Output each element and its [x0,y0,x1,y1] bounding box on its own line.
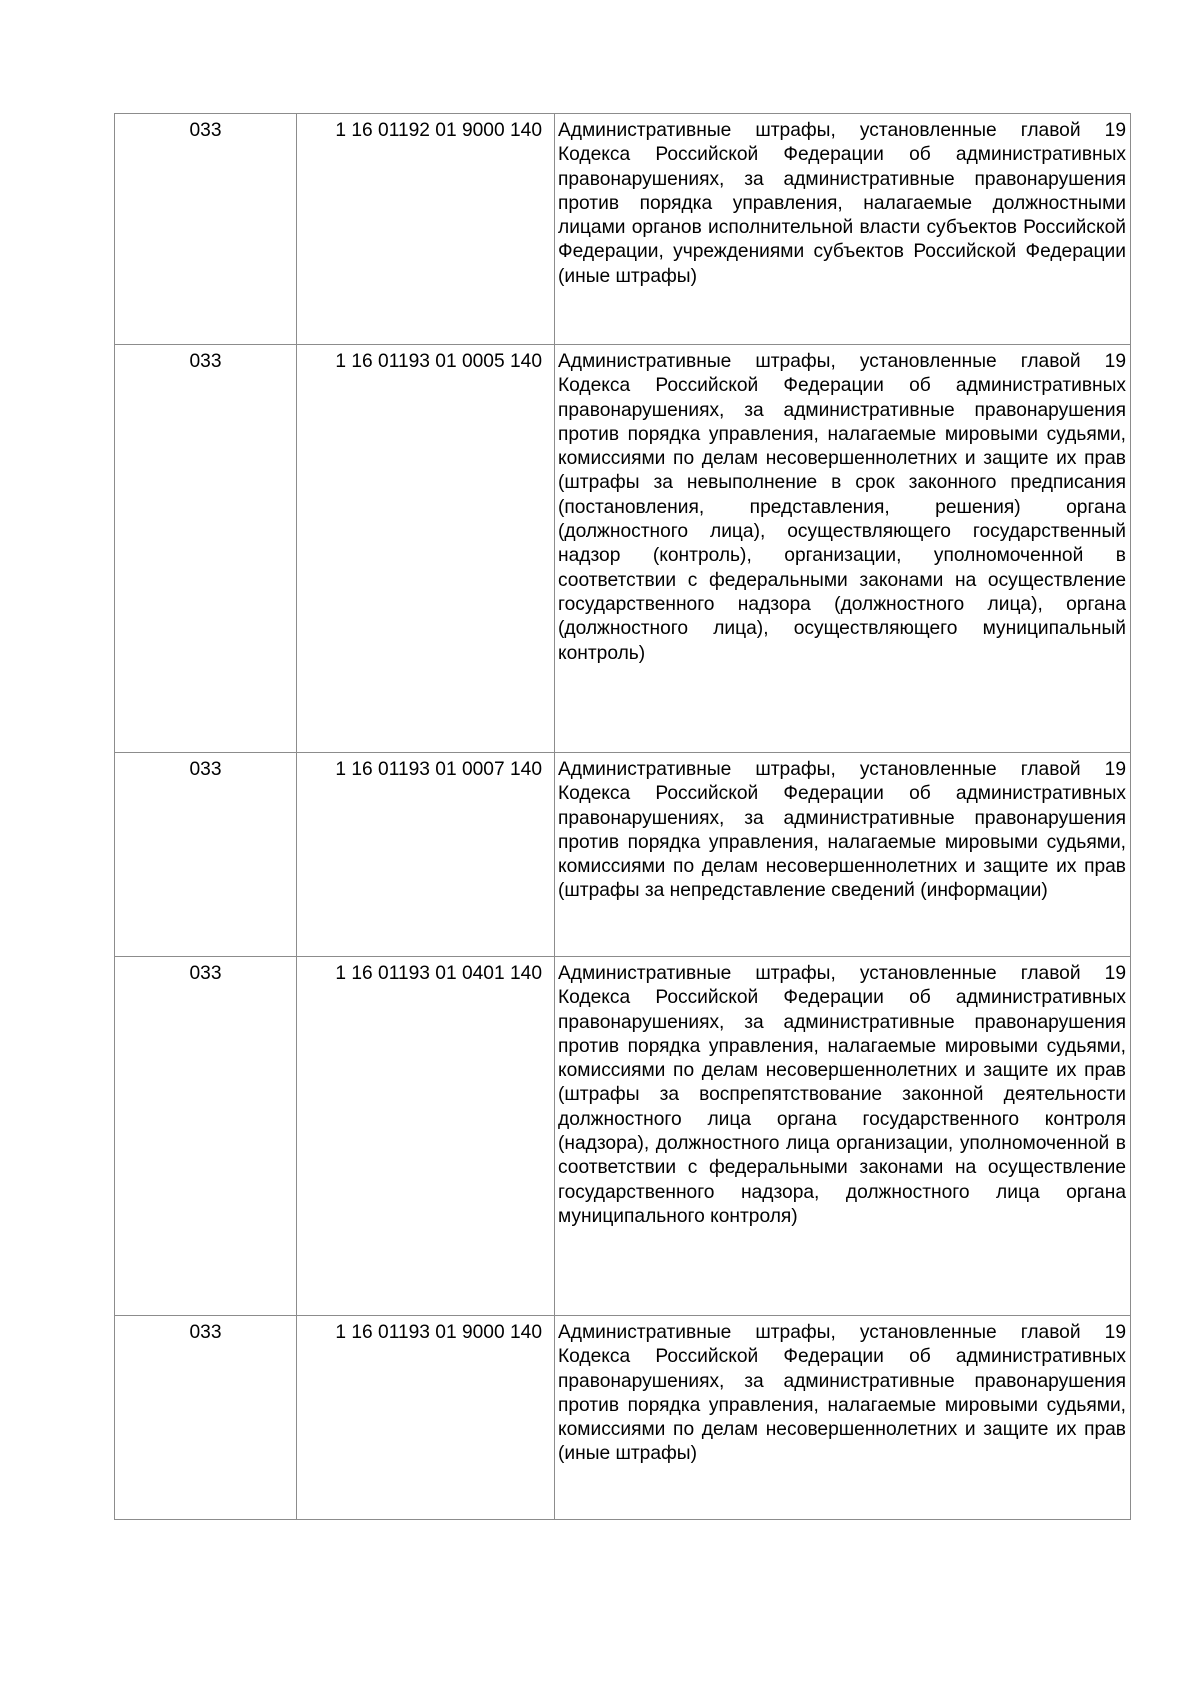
kbk-code-cell: 1 16 01193 01 9000 140 [297,1316,555,1520]
description-cell: Административные штрафы, установленные главой 19 Кодекса Российской Федерации об административных правонарушениях, за административные правонарушения против порядка управления, налагаемые мировыми судьями, комиссиями по делам несовершеннолетних и защите их прав (штрафы за невыполнение в срок законного предписания (постановления, представления, решения) органа (должностного лица), осуществляющего государственный надзор (контроль), организации, уполномоченной в соответствии с федеральными законами на осуществление государственного надзора (должностного лица), органа (должностного лица), осуществляющего муниципальный контроль) [555,345,1131,753]
kbk-code-cell: 1 16 01193 01 0007 140 [297,753,555,957]
admin-code-cell: 033 [115,345,297,753]
admin-code-cell: 033 [115,753,297,957]
admin-code-cell: 033 [115,1316,297,1520]
description-cell: Административные штрафы, установленные главой 19 Кодекса Российской Федерации об административных правонарушениях, за административные правонарушения против порядка управления, налагаемые мировыми судьями, комиссиями по делам несовершеннолетних и защите их прав (иные штрафы) [555,1316,1131,1520]
admin-code-cell: 033 [115,114,297,345]
table-row [115,753,1131,957]
budget-codes-table [114,113,1131,1520]
admin-code-cell: 033 [115,957,297,1316]
kbk-code-cell: 1 16 01192 01 9000 140 [297,114,555,345]
kbk-code-cell: 1 16 01193 01 0005 140 [297,345,555,753]
table-row [115,114,1131,345]
kbk-code-cell: 1 16 01193 01 0401 140 [297,957,555,1316]
description-cell: Административные штрафы, установленные главой 19 Кодекса Российской Федерации об административных правонарушениях, за административные правонарушения против порядка управления, налагаемые должностными лицами органов исполнительной власти субъектов Российской Федерации, учреждениями субъектов Российской Федерации (иные штрафы) [555,114,1131,345]
description-cell: Административные штрафы, установленные главой 19 Кодекса Российской Федерации об административных правонарушениях, за административные правонарушения против порядка управления, налагаемые мировыми судьями, комиссиями по делам несовершеннолетних и защите их прав (штрафы за непредставление сведений (информации) [555,753,1131,957]
table-row [115,1316,1131,1520]
description-cell: Административные штрафы, установленные главой 19 Кодекса Российской Федерации об административных правонарушениях, за административные правонарушения против порядка управления, налагаемые мировыми судьями, комиссиями по делам несовершеннолетних и защите их прав (штрафы за воспрепятствование законной деятельности должностного лица органа государственного контроля (надзора), должностного лица организации, уполномоченной в соответствии с федеральными законами на осуществление государственного надзора, должностного лица органа муниципального контроля) [555,957,1131,1316]
table-row [115,957,1131,1316]
table-row [115,345,1131,753]
